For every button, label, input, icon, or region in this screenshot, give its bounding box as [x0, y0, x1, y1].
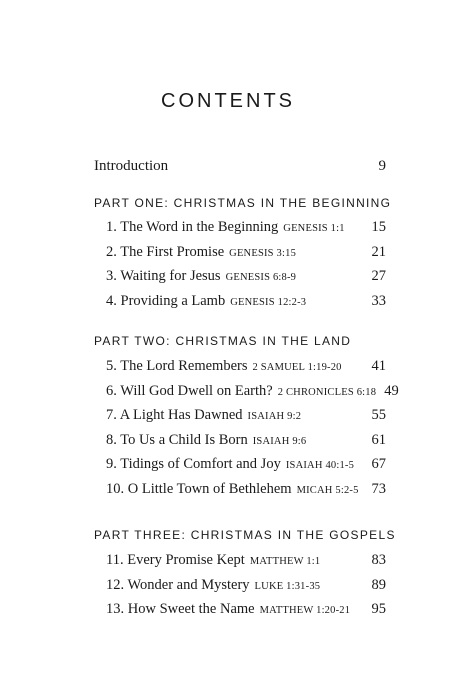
entry-label: 2. The First Promise GENESIS 3:15: [106, 243, 297, 260]
entry-label: 8. To Us a Child Is Born ISAIAH 9:6: [106, 431, 307, 448]
entry-ref: 2 CHRONICLES 6:18: [277, 386, 377, 398]
entry-page: 49: [384, 382, 399, 399]
entry-page: 21: [371, 243, 386, 260]
entry-page: 83: [371, 552, 386, 568]
entry-page: 73: [371, 480, 386, 497]
entry-ref: GENESIS 1:1: [283, 223, 345, 234]
part-two-entries: [106, 358, 399, 505]
entry-page: 41: [371, 358, 386, 374]
toc-entry[interactable]: [106, 432, 386, 457]
entry-page: 15: [371, 219, 386, 235]
entry-label: 4. Providing a Lamb GENESIS 12:2-3: [106, 292, 307, 309]
entry-ref: 2 SAMUEL 1:19-20: [252, 362, 342, 373]
entry-ref: GENESIS 12:2-3: [230, 296, 307, 308]
toc-entry[interactable]: [106, 382, 399, 408]
part-three-entries: [106, 552, 386, 626]
part-one-entries: [106, 219, 386, 317]
entry-page: 61: [371, 431, 386, 448]
entry-page: 89: [371, 576, 386, 593]
entry-ref: ISAIAH 40:1-5: [285, 460, 355, 471]
toc-entry[interactable]: [106, 268, 386, 293]
entry-label: Introduction: [94, 158, 169, 174]
entry-ref: MATTHEW 1:20-21: [259, 605, 351, 616]
entry-page: 27: [371, 268, 386, 284]
toc-entry[interactable]: [106, 219, 386, 244]
entry-label: 7. A Light Has Dawned ISAIAH 9:2: [106, 407, 302, 423]
part-heading: PART TWO: CHRISTMAS IN THE LAND: [94, 334, 352, 348]
entry-ref: GENESIS 6:8-9: [225, 272, 297, 283]
toc-entry[interactable]: [106, 293, 386, 318]
toc-entry[interactable]: [106, 552, 386, 577]
entry-ref: ISAIAH 9:2: [247, 411, 302, 422]
entry-label: 13. How Sweet the Name MATTHEW 1:20-21: [106, 601, 351, 617]
part-heading: PART THREE: CHRISTMAS IN THE GOSPELS: [94, 528, 396, 542]
toc-entry[interactable]: [106, 407, 386, 432]
entry-ref: LUKE 1:31-35: [254, 580, 321, 592]
entry-label: 11. Every Promise Kept MATTHEW 1:1: [106, 552, 321, 568]
entry-page: 9: [378, 158, 386, 174]
entry-label: 3. Waiting for Jesus GENESIS 6:8-9: [106, 268, 297, 284]
entry-label: 5. The Lord Remembers 2 SAMUEL 1:19-20: [106, 358, 342, 374]
toc-entry[interactable]: [106, 601, 386, 626]
entry-ref: ISAIAH 9:6: [252, 435, 307, 447]
entry-label: 10. O Little Town of Bethlehem MICAH 5:2-5: [106, 480, 359, 497]
entry-ref: MICAH 5:2-5: [296, 484, 359, 496]
toc-entry-introduction[interactable]: [94, 158, 386, 175]
toc-entry[interactable]: [106, 456, 386, 481]
entry-label: 12. Wonder and Mystery LUKE 1:31-35: [106, 576, 321, 593]
entry-ref: MATTHEW 1:1: [249, 556, 321, 567]
part-heading: PART ONE: CHRISTMAS IN THE BEGINNING: [94, 196, 392, 210]
entry-label: 6. Will God Dwell on Earth? 2 CHRONICLES 6:18: [106, 382, 377, 399]
entry-ref: GENESIS 3:15: [229, 247, 297, 259]
toc-entry[interactable]: [106, 358, 386, 383]
toc-entry[interactable]: [106, 244, 386, 269]
toc-entry[interactable]: [106, 481, 386, 506]
entry-page: 67: [371, 456, 386, 472]
page-title: CONTENTS: [161, 90, 295, 112]
entry-label: 1. The Word in the Beginning GENESIS 1:1: [106, 219, 345, 235]
entry-label: 9. Tidings of Comfort and Joy ISAIAH 40:1-5: [106, 456, 355, 472]
entry-page: 33: [371, 292, 386, 309]
entry-page: 55: [371, 407, 386, 423]
toc-entry[interactable]: [106, 577, 386, 602]
entry-page: 95: [371, 601, 386, 617]
